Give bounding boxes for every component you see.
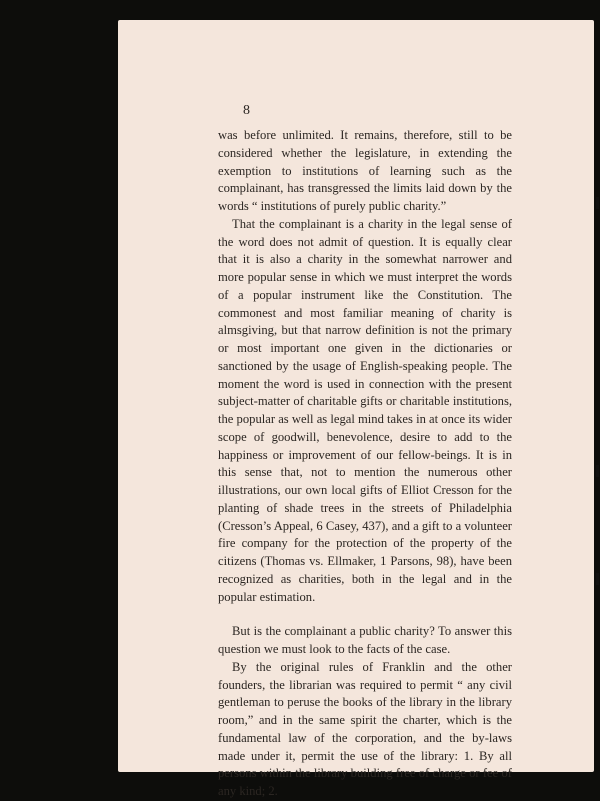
paragraph: was before unlimited. It remains, therefore, still to be considered whether the legislature, in extending the exemption to institutions of learning such as the complainant, has transgressed the limits laid down by the words “ institutions of purely public charity.” bbox=[218, 128, 512, 213]
page-edge-marker bbox=[596, 197, 599, 209]
paragraph: By the original rules of Franklin and the other founders, the librarian was required to permit “ any civil gentleman to peruse the books of the library in the library room,” and in the same spirit the charter, which is the fundamental law of the corporation, and the by-laws made under it, permit the use of the library: 1. By all persons within the library building free of charge or fee of any kind; 2. bbox=[218, 659, 512, 798]
page-edge-marker bbox=[596, 465, 599, 477]
page-number: 8 bbox=[243, 103, 250, 118]
body-text bbox=[218, 127, 512, 801]
paragraph: That the complainant is a charity in the legal sense of the word does not admit of question. It is equally clear that it is also a charity in the somewhat narrower and more popular sense in which we must interpret the words of a popular instrument like the Constitution. The commonest and most familiar meaning of charity is almsgiving, but that narrow definition is not the primary or most important one given in the dictionaries or sanctioned by the usage of English-speaking people. The moment the word is used in connection with the present subject-matter of charitable gifts or charitable institutions, the popular as well as legal mind takes in at once its wider scope of goodwill, benevolence, desire to add to the happiness or improvement of our fellow-beings. It is in this sense that, not to mention the numerous other illustrations, our own local gifts of Elliot Cresson for the planting of shade trees in the streets of Philadelphia (Cresson’s Appeal, 6 Casey, 437), and a gift to a volunteer fire company for the protection of the property of the citizens (Thomas vs. Ellmaker, 1 Parsons, 98), have been recognized as charities, both in the legal and in the popular estimation. bbox=[218, 216, 512, 604]
page-edge-marker bbox=[596, 573, 599, 585]
paragraph: But is the complainant a public charity? To answer this question we must look to the facts of the case. bbox=[218, 624, 512, 656]
